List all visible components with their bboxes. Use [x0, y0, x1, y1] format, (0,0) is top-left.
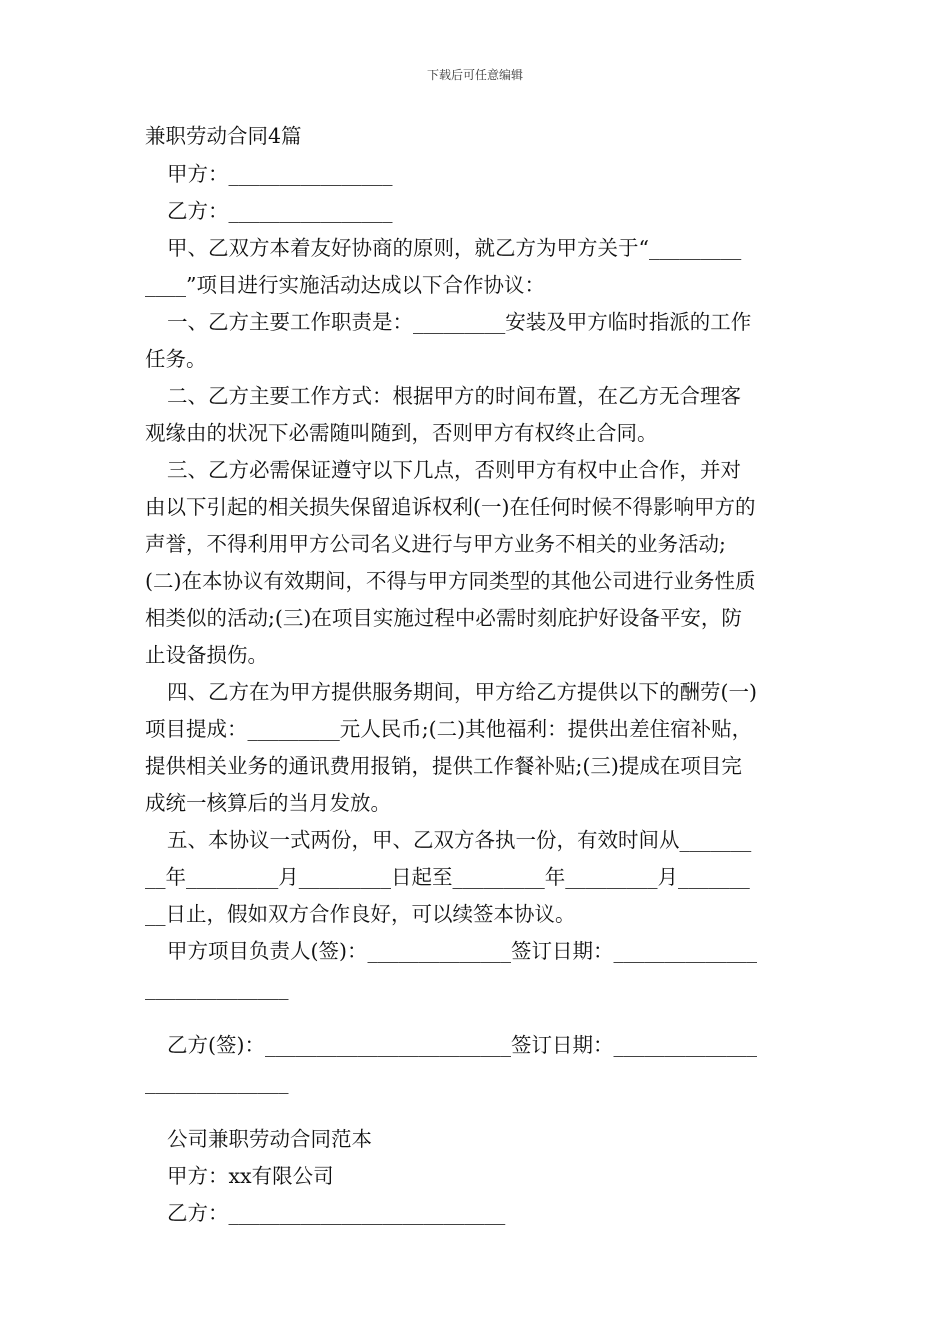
- clause-4-line: 提供相关业务的通讯费用报销，提供工作餐补贴;(三)提成在项目完: [145, 754, 742, 778]
- document-title: 兼职劳动合同4篇: [145, 124, 302, 148]
- paragraph-line: 甲、乙双方本着友好协商的原则，就乙方为甲方关于“_________: [167, 236, 742, 260]
- clause-1-line: 一、乙方主要工作职责是：_________安装及甲方临时指派的工作: [167, 310, 752, 334]
- signature-b-line: ______________: [145, 1070, 289, 1094]
- clause-3-line: 相类似的活动;(三)在项目实施过程中必需时刻庇护好设备平安，防: [145, 606, 742, 630]
- signature-a-line: ______________: [145, 976, 289, 1000]
- clause-1-line: 任务。: [145, 347, 207, 371]
- page-header-note: 下载后可任意编辑: [426, 68, 523, 82]
- section-title: 公司兼职劳动合同范本: [167, 1127, 372, 1151]
- clause-3-line: 由以下引起的相关损失保留追诉权利(一)在任何时候不得影响甲方的: [145, 495, 756, 519]
- clause-3-line: 三、乙方必需保证遵守以下几点，否则甲方有权中止合作，并对: [167, 458, 741, 482]
- signature-b-line: 乙方(签)：________________________签订日期：______________: [167, 1033, 757, 1057]
- contract-document: [145, 118, 807, 1232]
- clause-4-line: 成统一核算后的当月发放。: [145, 791, 391, 815]
- party-a-line: 甲方：xx有限公司: [167, 1164, 334, 1188]
- clause-3-line: 声誉，不得利用甲方公司名义进行与甲方业务不相关的业务活动;: [145, 532, 726, 556]
- clause-2-line: 观缘由的状况下必需随叫随到，否则甲方有权终止合同。: [145, 421, 658, 445]
- party-b-line: 乙方：________________: [167, 199, 393, 223]
- clause-4-line: 项目提成：_________元人民币;(二)其他福利：提供出差住宿补贴，: [145, 717, 753, 741]
- clause-5-line: __日止，假如双方合作良好，可以续签本协议。: [145, 902, 576, 926]
- party-b-line: 乙方：___________________________: [167, 1201, 506, 1225]
- signature-a-line: 甲方项目负责人(签)：______________签订日期：______________: [167, 939, 757, 963]
- clause-2-line: 二、乙方主要工作方式：根据甲方的时间布置，在乙方无合理客: [167, 384, 741, 408]
- clause-5-line: __年_________月_________日起至_________年_________月_______: [145, 865, 750, 889]
- paragraph-line: ____”项目进行实施活动达成以下合作协议：: [145, 273, 545, 297]
- clause-3-line: 止设备损伤。: [145, 643, 268, 667]
- party-a-line: 甲方：________________: [167, 162, 393, 186]
- clause-4-line: 四、乙方在为甲方提供服务期间，甲方给乙方提供以下的酬劳(一): [167, 680, 757, 704]
- clause-3-line: (二)在本协议有效期间，不得与甲方同类型的其他公司进行业务性质: [145, 569, 756, 593]
- clause-5-line: 五、本协议一式两份，甲、乙双方各执一份，有效时间从_______: [167, 828, 752, 852]
